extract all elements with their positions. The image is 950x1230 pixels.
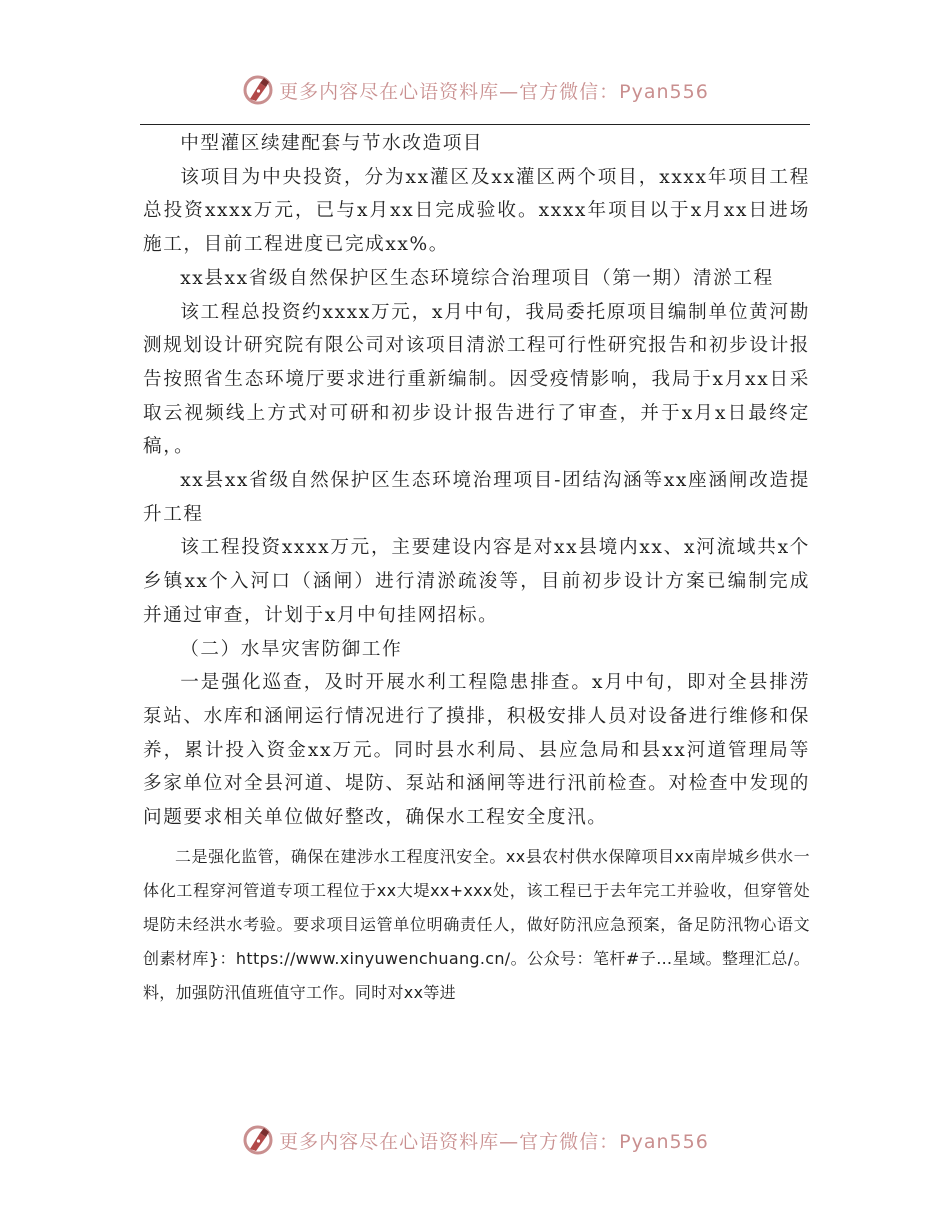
header-banner xyxy=(0,70,950,110)
paragraph-6: 该工程投资xxxx万元，主要建设内容是对xx县境内xx、x河流域共x个乡镇xx个入河口（涵闸）进行清淤疏浚等，目前初步设计方案已编制完成并通过审查，计划于x月中旬挂网招标。 xyxy=(143,537,810,626)
pen-nib-logo-icon xyxy=(241,73,275,107)
paragraph-2: 该项目为中央投资，分为xx灌区及xx灌区两个项目，xxxx年项目工程总投资xxxx万元，已与x月xx日完成验收。xxxx年项目以于x月xx日进场施工，目前工程进度已完成xx%。 xyxy=(143,166,810,256)
paragraph-1: 中型灌区续建配套与节水改造项目 xyxy=(180,133,484,154)
section-heading: （二）水旱灾害防御工作 xyxy=(180,638,403,660)
paragraph-5: xx县xx省级自然保护区生态环境治理项目-团结沟涵等xx座涵闸改造提升工程 xyxy=(143,470,810,525)
pen-nib-logo-icon xyxy=(241,1123,275,1157)
footer-banner xyxy=(0,1120,950,1160)
paragraph-3: xx县xx省级自然保护区生态环境综合治理项目（第一期）清淤工程 xyxy=(180,267,774,289)
document-body xyxy=(143,127,810,1010)
header-divider xyxy=(140,124,810,125)
header-banner-text: 更多内容尽在心语资料库—官方微信：Pyan556 xyxy=(279,80,709,103)
paragraph-4: 该工程总投资约xxxx万元，x月中旬，我局委托原项目编制单位黄河勘测规划设计研究院有限公司对该项目清淤工程可行性研究报告和初步设计报告按照省生态环境厅要求进行重新编制。因受疫情影响，我局于x月xx日采取云视频线上方式对可研和初步设计报告进行了审查，并于x月x日最终定稿，。 xyxy=(143,301,810,458)
paragraph-8: 一是强化巡查，及时开展水利工程隐患排查。x月中旬，即对全县排涝泵站、水库和涵闸运行情况进行了摸排，积极安排人员对设备进行维修和保养，累计投入资金xx万元。同时县水利局、县应急局和县xx河道管理局等多家单位对全县河道、堤防、泵站和涵闸等进行汛前检查。对检查中发现的问题要求相关单位做好整改，确保水工程安全度汛。 xyxy=(143,672,810,829)
paragraph-9: 二是强化监管，确保在建涉水工程度汛安全。xx县农村供水保障项目xx南岸城乡供水一体化工程穿河管道专项工程位于xx大堤xx+xxx处，该工程已于去年完工并验收，但穿管处堤防未经洪水考验。要求项目运管单位明确责任人，做好防汛应急预案，备足防汛物心语文创素材库}：https://www.xinyuwenchuang.cn/。公众号：笔杆#子…星域。整理汇总/。料，加强防汛值班值守工作。同时对xx等进 xyxy=(143,846,810,1002)
footer-banner-text: 更多内容尽在心语资料库—官方微信：Pyan556 xyxy=(279,1130,709,1153)
